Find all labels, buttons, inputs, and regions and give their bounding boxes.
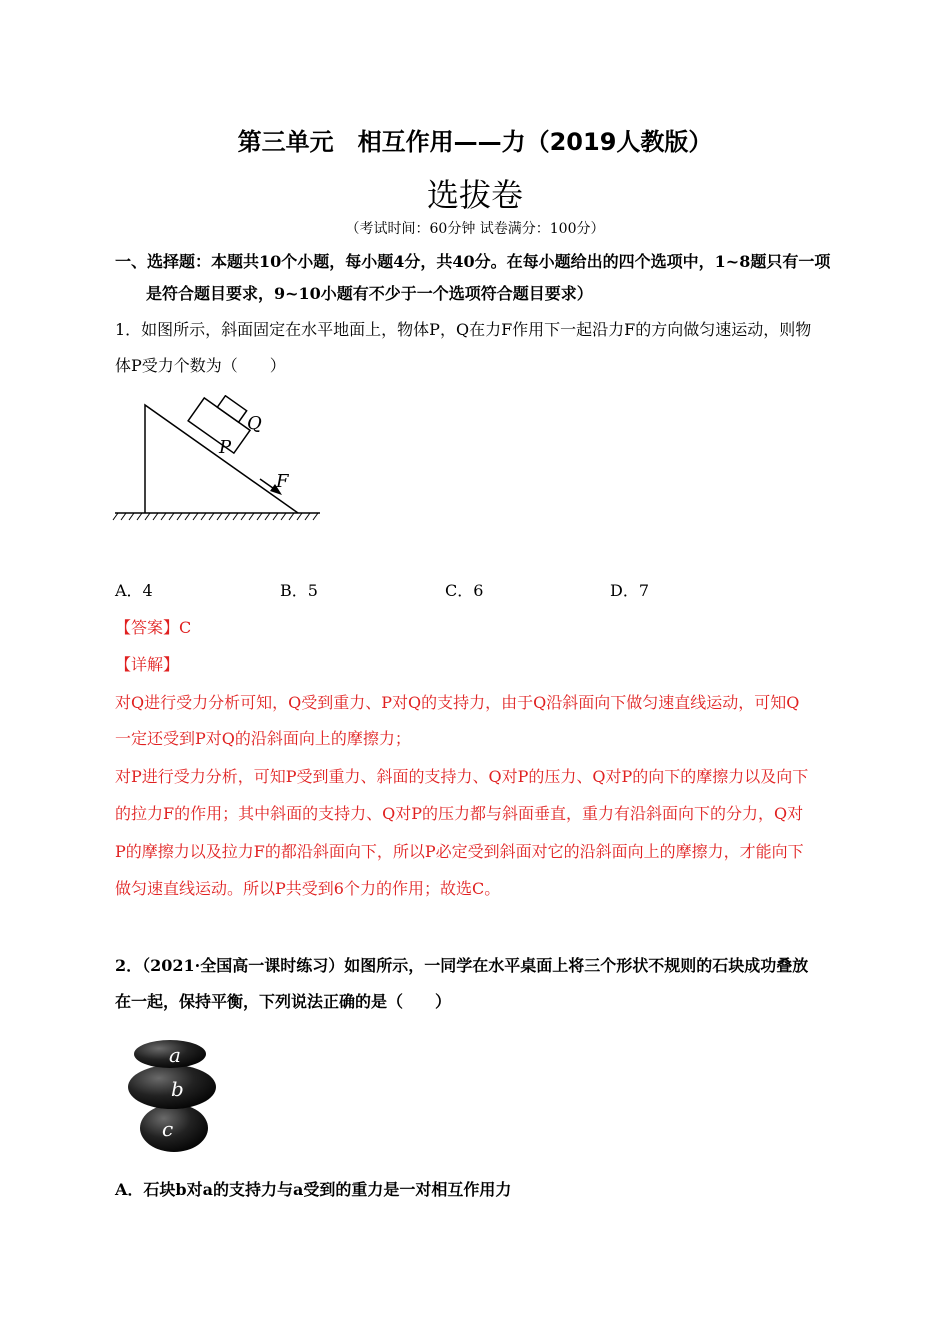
q1-detail-line: 对P进行受力分析，可知P受到重力、斜面的支持力、Q对P的压力、Q对P的向下的摩擦力以及向下 bbox=[115, 767, 809, 786]
section-instruction-line2: 是符合题目要求，9~10小题有不少于一个选项符合题目要求） bbox=[146, 284, 593, 303]
stone-c bbox=[140, 1104, 208, 1152]
q2-stem-line2: 在一起，保持平衡，下列说法正确的是（ ） bbox=[115, 992, 452, 1011]
q1-option-b: B．5 bbox=[280, 581, 318, 600]
q1-option-d: D．7 bbox=[610, 581, 650, 600]
q1-detail-line: P的摩擦力以及拉力F的都沿斜面向下，所以P必定受到斜面对它的沿斜面向上的摩擦力，才能向下 bbox=[115, 842, 804, 861]
q1-option-a: A．4 bbox=[115, 581, 153, 600]
section-instruction-line1: 一、选择题：本题共10个小题，每小题4分，共40分。在每小题给出的四个选项中，1~8题只有一项 bbox=[115, 252, 831, 271]
q2-stem-line1: 2．（2021·全国高一课时练习）如图所示，一同学在水平桌面上将三个形状不规则的石块成功叠放 bbox=[115, 956, 809, 975]
stone-label-b: b bbox=[171, 1077, 184, 1101]
label-f: F bbox=[276, 471, 289, 492]
exam-meta: （考试时间：60分钟 试卷满分：100分） bbox=[345, 221, 605, 237]
q1-stem-line1: 1．如图所示，斜面固定在水平地面上，物体P，Q在力F作用下一起沿力F的方向做匀速运动，则物 bbox=[115, 320, 812, 339]
q1-detail-line: 对Q进行受力分析可知，Q受到重力、P对Q的支持力，由于Q沿斜面向下做匀速直线运动，可知Q bbox=[115, 693, 800, 712]
page-subtitle: 选拔卷 bbox=[426, 176, 523, 214]
q2-stones-figure bbox=[120, 1036, 230, 1156]
stone-label-c: c bbox=[162, 1117, 174, 1141]
q1-detail-title: 【详解】 bbox=[115, 655, 180, 674]
page-title: 第三单元 相互作用——力（2019人教版） bbox=[237, 128, 713, 156]
q1-detail-line: 的拉力F的作用；其中斜面的支持力、Q对P的压力都与斜面垂直，重力有沿斜面向下的分力，Q对 bbox=[115, 804, 804, 823]
q2-option-a: A．石块b对a的支持力与a受到的重力是一对相互作用力 bbox=[115, 1180, 512, 1199]
label-q: Q bbox=[247, 413, 262, 434]
q1-incline-figure bbox=[110, 395, 330, 530]
q1-detail-line: 一定还受到P对Q的沿斜面向上的摩擦力； bbox=[115, 729, 411, 748]
q1-detail-line: 做匀速直线运动。所以P共受到6个力的作用；故选C。 bbox=[115, 879, 501, 898]
q1-answer: 【答案】C bbox=[115, 618, 192, 637]
q1-option-c: C．6 bbox=[445, 581, 484, 600]
label-p: P bbox=[219, 437, 232, 458]
stone-label-a: a bbox=[169, 1043, 181, 1067]
q1-stem-line2: 体P受力个数为（ ） bbox=[115, 356, 286, 375]
